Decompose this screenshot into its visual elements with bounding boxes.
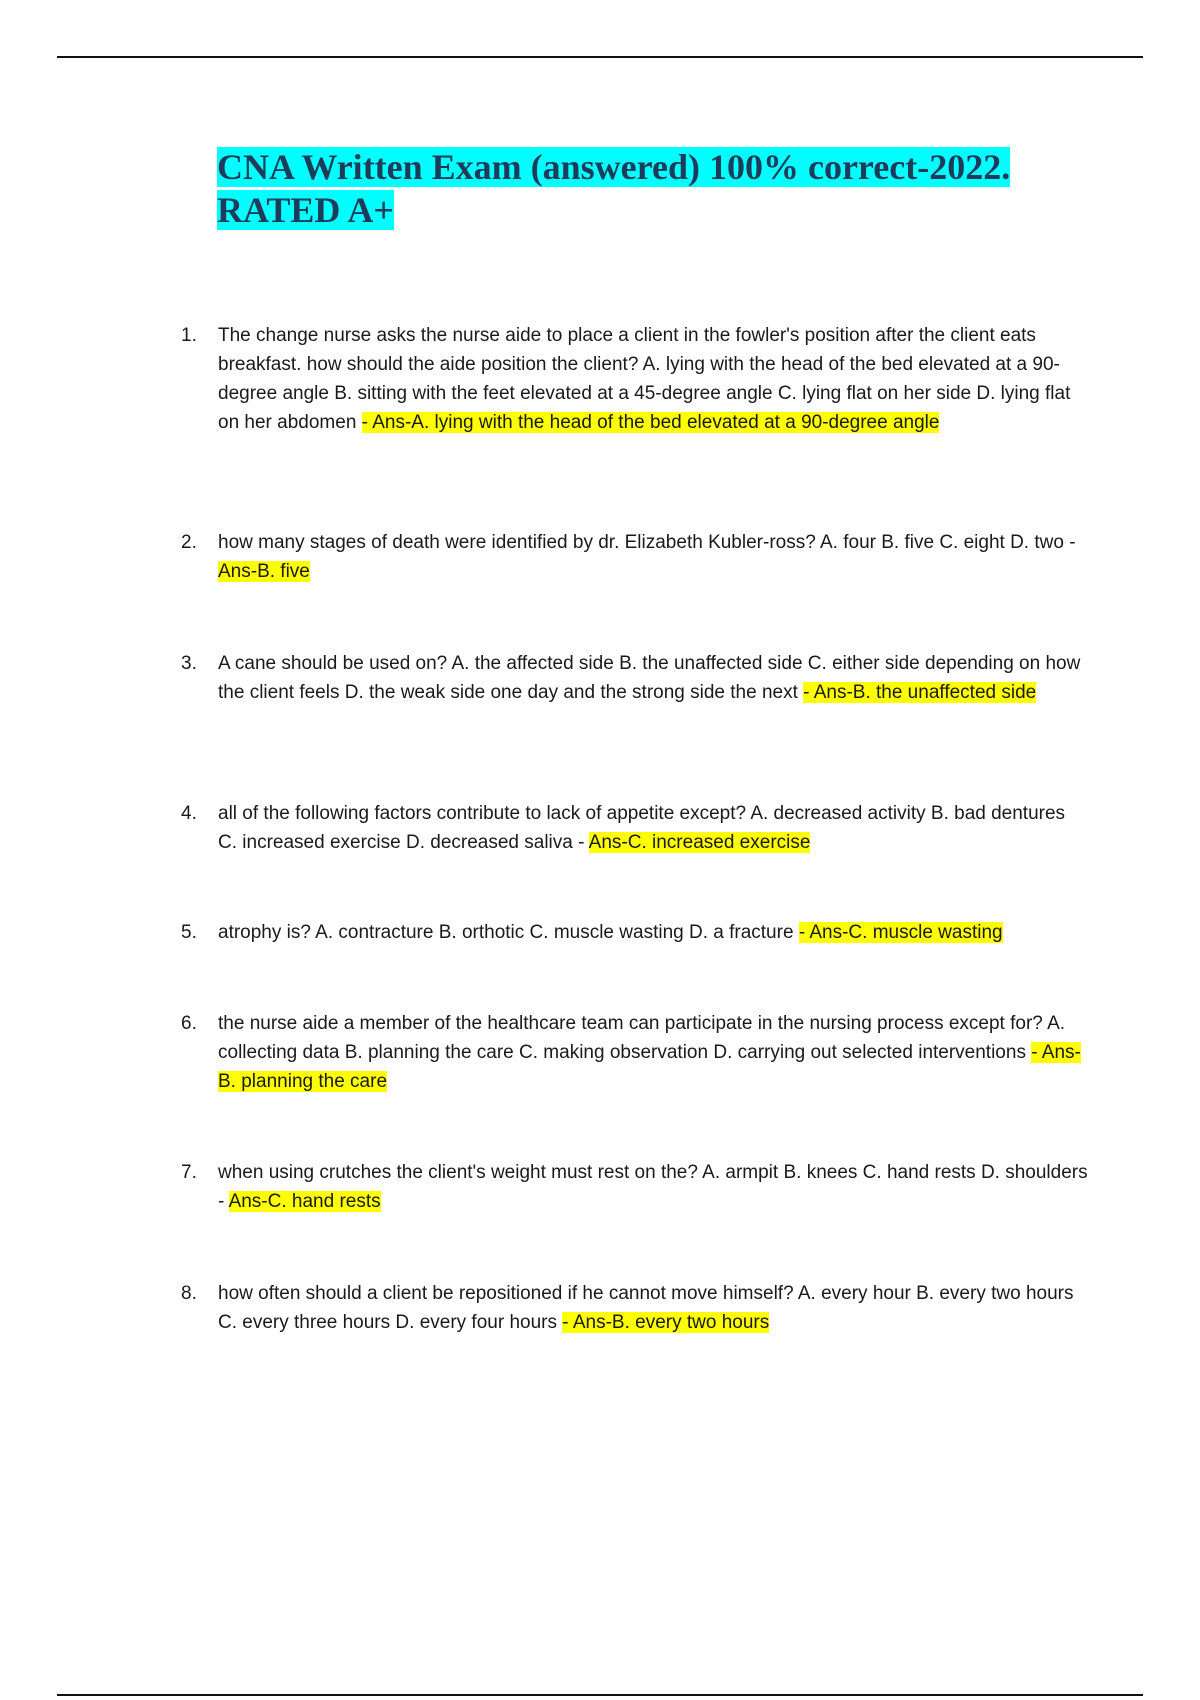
bottom-rule (57, 1694, 1143, 1696)
question-body (218, 321, 1088, 437)
question-text: all of the following factors contribute to lack of appetite except? A. decreased activity B. bad dentures C. increased exercise D. decreased saliva - (218, 803, 1066, 853)
answer-highlight: Ans-C. increased exercise (588, 832, 811, 853)
answer-highlight: - Ans-C. muscle wasting (798, 922, 1003, 943)
answer-highlight: - Ans-B. the unaffected side (803, 682, 1037, 703)
question-body (218, 528, 1088, 586)
question-body (218, 1158, 1088, 1216)
answer-highlight: Ans-C. hand rests (228, 1191, 381, 1212)
answer-highlight: Ans-B. five (218, 561, 310, 582)
title-line-1: CNA Written Exam (answered) 100% correct-2022. (217, 147, 1011, 187)
question-body (218, 1279, 1088, 1337)
answer-highlight: - Ans-B. planning the care (218, 1042, 1081, 1092)
question-text: atrophy is? A. contracture B. orthotic C. muscle wasting D. a fracture (218, 922, 799, 943)
answer-highlight: - Ans-B. every two hours (562, 1312, 770, 1333)
question-text: the nurse aide a member of the healthcare team can participate in the nursing process except for? A. collecting data B. planning the care C. making observation D. carrying out selected interventions (218, 1013, 1066, 1063)
question-number: 4. (181, 803, 197, 824)
question-number: 7. (181, 1162, 197, 1183)
question-text: when using crutches the client's weight must rest on the? A. armpit B. knees C. hand rests D. shoulders - (218, 1162, 1088, 1212)
question-number: 1. (181, 325, 197, 346)
question-text: The change nurse asks the nurse aide to place a client in the fowler's position after the client eats breakfast. how should the aide position the client? A. lying with the head of the bed elevated at a 90-degree angle B. sitting with the feet elevated at a 45-degree angle C. lying flat on her side D. lying flat on her abdomen (218, 325, 1071, 433)
question-number: 2. (181, 532, 197, 553)
question-body (218, 918, 1088, 947)
question-number: 8. (181, 1283, 197, 1304)
question-text: how many stages of death were identified by dr. Elizabeth Kubler-ross? A. four B. five C. eight D. two - (218, 532, 1076, 553)
question-number: 5. (181, 922, 197, 943)
answer-highlight: - Ans-A. lying with the head of the bed elevated at a 90-degree angle (361, 412, 940, 433)
question-text: how often should a client be repositioned if he cannot move himself? A. every hour B. every two hours C. every three hours D. every four hours (218, 1283, 1074, 1333)
question-text: A cane should be used on? A. the affected side B. the unaffected side C. either side depending on how the client feels D. the weak side one day and the strong side the next (218, 653, 1081, 703)
question-body (218, 649, 1088, 707)
question-number: 3. (181, 653, 197, 674)
question-body (218, 799, 1088, 857)
question-body (218, 1009, 1088, 1096)
title-line-2: RATED A+ (217, 190, 394, 230)
question-number: 6. (181, 1013, 197, 1034)
